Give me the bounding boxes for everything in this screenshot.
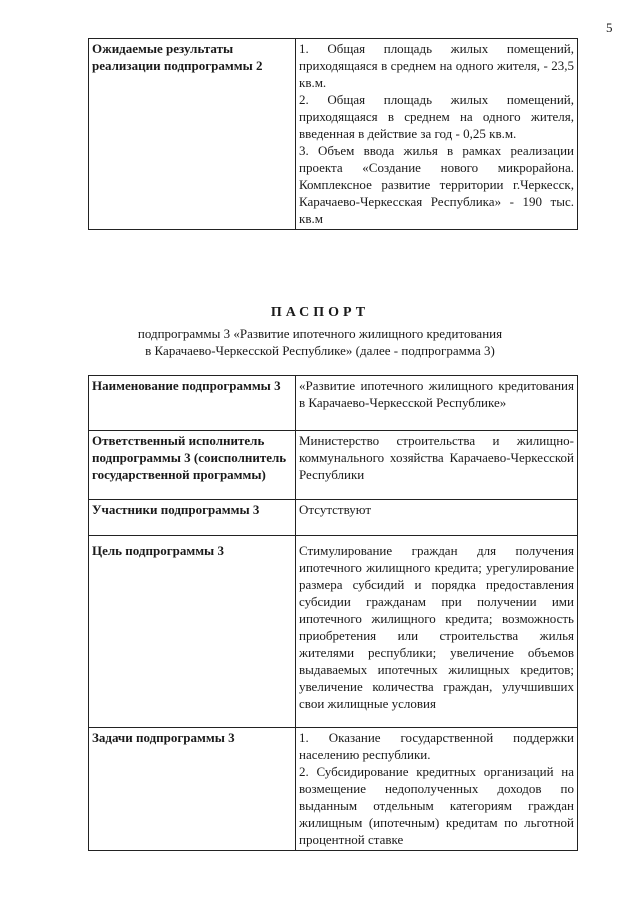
- expected-result-item: 2. Общая площадь жилых помещений, приходящаяся в среднем на одного жителя, введенная в действие за год - 0,25 кв.м.: [299, 92, 574, 141]
- task-item: 2. Субсидирование кредитных организаций на возмещение недополученных доходов по выданным отдельным категориям граждан жилищным (ипотечным) кредитам по льготной процентной ставке: [299, 764, 574, 847]
- row-label: Участники подпрограммы 3: [89, 500, 296, 536]
- row-label: Цель подпрограммы 3: [89, 536, 296, 728]
- row-value: Стимулирование граждан для получения ипотечного жилищного кредита; урегулирование размера субсидий и порядка предоставления субсидии гражданам при получении ими ипотечного жилищного кредита; возможность приобретения или строительства жилья жителями республики; увеличение объемов выдаваемых ипотечных жилищных кредитов; увеличение количества граждан, улучшивших свои жилищные условия: [296, 536, 578, 728]
- row-value: [296, 728, 578, 851]
- passport-table: [88, 375, 578, 851]
- passport-subtitle-line2: в Карачаево-Черкесской Республике» (далее - подпрограмма 3): [145, 343, 495, 358]
- expected-results-value: [296, 39, 578, 230]
- table-row: [89, 536, 578, 728]
- row-label: Ответственный исполнитель подпрограммы 3 (соисполнитель государственной программы): [89, 431, 296, 500]
- task-item: 1. Оказание государственной поддержки населению республики.: [299, 730, 574, 762]
- row-label: Наименование подпрограммы 3: [89, 376, 296, 431]
- passport-title: ПАСПОРТ: [270, 305, 370, 320]
- passport-subtitle-line1: подпрограммы 3 «Развитие ипотечного жилищного кредитования: [137, 326, 503, 341]
- table-row: [89, 376, 578, 431]
- passport-heading: [0, 305, 640, 359]
- row-value: Отсутствуют: [296, 500, 578, 536]
- table-row: [89, 431, 578, 500]
- table-row: [89, 728, 578, 851]
- expected-result-item: 1. Общая площадь жилых помещений, приходящаяся в среднем на одного жителя, - 23,5 кв.м.: [299, 41, 574, 90]
- table-row: [89, 500, 578, 536]
- row-label: Задачи подпрограммы 3: [89, 728, 296, 851]
- page-number: 5: [606, 20, 613, 35]
- row-value: Министерство строительства и жилищно-коммунального хозяйства Карачаево-Черкесской Республики: [296, 431, 578, 500]
- expected-result-item: 3. Объем ввода жилья в рамках реализации проекта «Создание нового микрорайона. Комплексное развитие территории г.Черкесск, Карачаево-Черкесская Республика» - 190 тыс. кв.м: [299, 143, 574, 226]
- table-row: [89, 39, 578, 230]
- expected-results-table: [88, 38, 578, 230]
- row-value: «Развитие ипотечного жилищного кредитования в Карачаево-Черкесской Республике»: [296, 376, 578, 431]
- expected-results-label: Ожидаемые результаты реализации подпрограммы 2: [89, 39, 296, 230]
